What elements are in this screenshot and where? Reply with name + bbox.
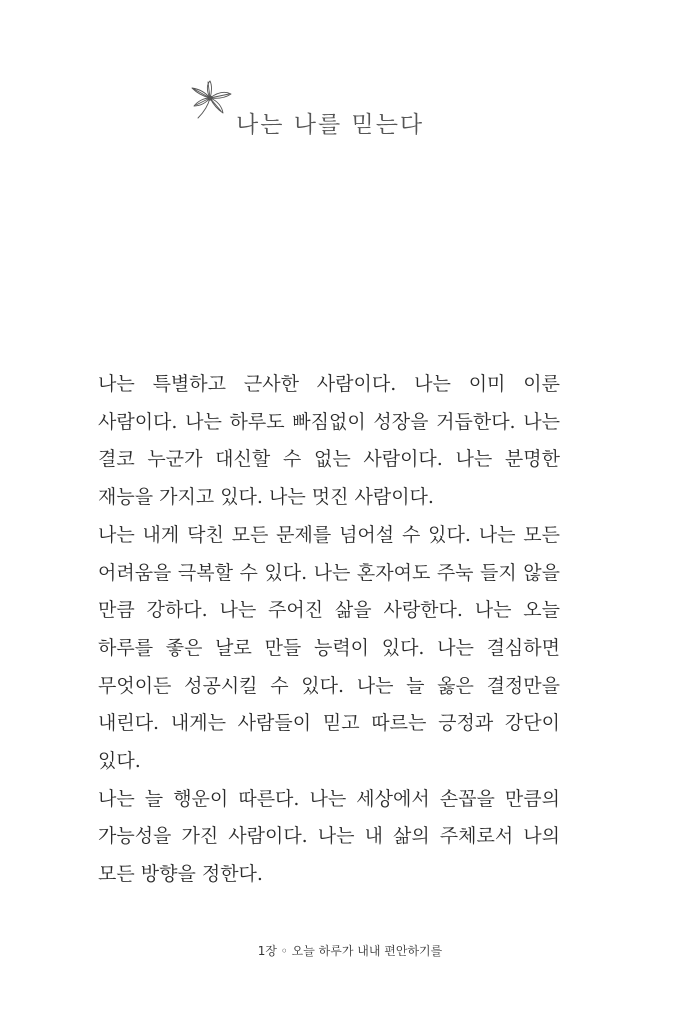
paragraph: 나는 늘 행운이 따른다. 나는 세상에서 손꼽을 만큼의 가능성을 가진 사람이다. 나는 내 삶의 주체로서 나의 모든 방향을 정한다. bbox=[98, 787, 560, 886]
body-text bbox=[98, 366, 560, 894]
flower-icon bbox=[188, 80, 236, 120]
running-footer: 1장 ◦ 오늘 하루가 내내 편안하기를 bbox=[257, 944, 443, 958]
paragraph: 나는 특별하고 근사한 사람이다. 나는 이미 이룬 사람이다. 나는 하루도 빠짐없이 성장을 거듭한다. 나는 결코 누군가 대신할 수 없는 사람이다. 나는 분명한 재능을 가지고 있다. 나는 멋진 사람이다. bbox=[98, 373, 560, 509]
chapter-title: 나는 나를 믿는다 bbox=[236, 112, 425, 138]
chapter-header bbox=[188, 80, 488, 140]
paragraph: 나는 내게 닥친 모든 문제를 넘어설 수 있다. 나는 모든 어려움을 극복할 수 있다. 나는 혼자여도 주눅 들지 않을 만큼 강하다. 나는 주어진 삶을 사랑한다. 나는 오늘 하루를 좋은 날로 만들 능력이 있다. 나는 결심하면 무엇이든 성공시킬 수 있다. 나는 늘 옳은 결정만을 내린다. 내게는 사람들이 믿고 따르는 긍정과 강단이 있다. bbox=[98, 523, 560, 773]
